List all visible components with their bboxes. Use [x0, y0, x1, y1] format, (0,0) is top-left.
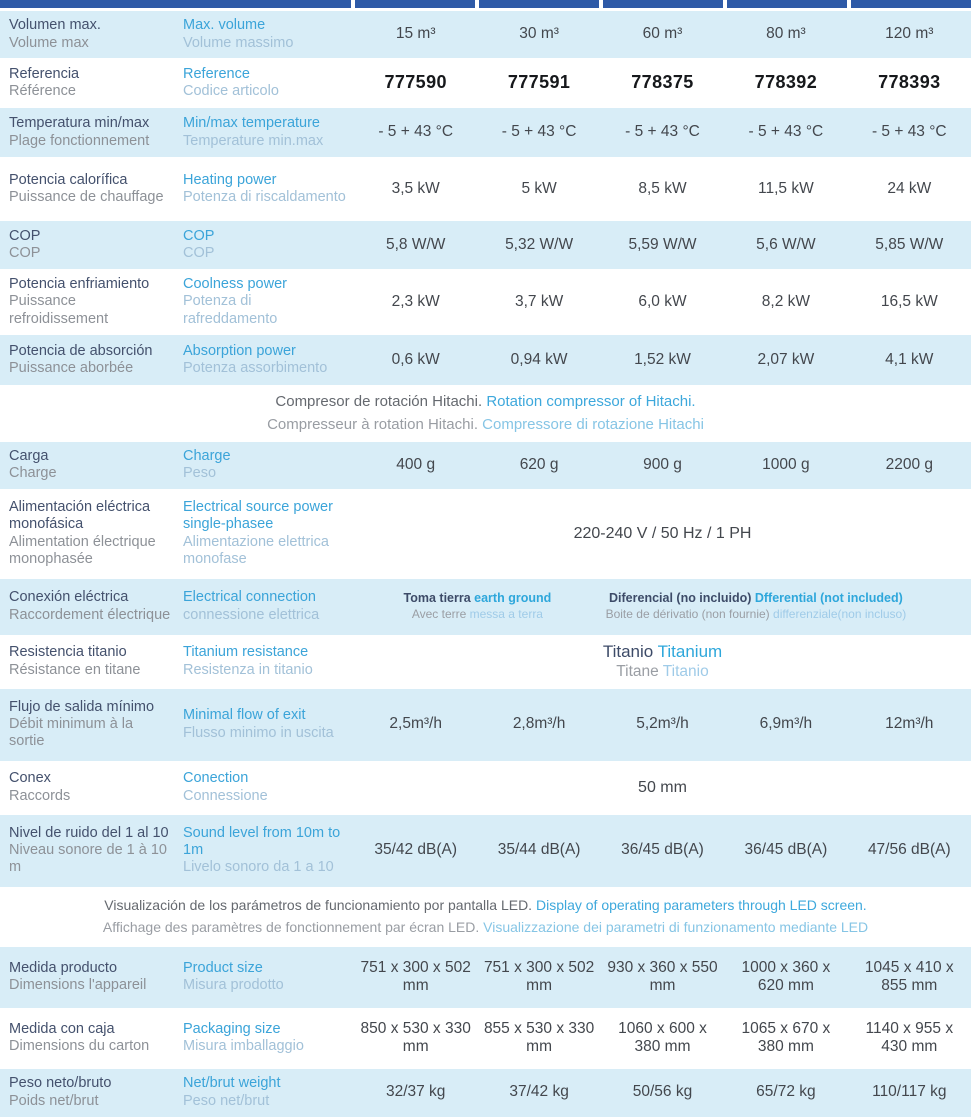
value-cell: - 5 + 43 °C [378, 123, 454, 141]
value-cell: 65/72 kg [756, 1083, 816, 1101]
label-es-secondary: COP [9, 245, 41, 261]
value-cell: 5,6 W/W [756, 235, 816, 253]
value-cell: 120 m³ [885, 25, 934, 43]
row-label-en [180, 499, 354, 567]
label-en-secondary: Livelo sonoro da 1 a 10 [183, 859, 334, 876]
value-cell: 1000 x 360 x 620 mm [741, 958, 831, 994]
row-label-es [0, 115, 180, 149]
label-es-secondary: Puissance aborbée [9, 360, 134, 376]
text-segment: Compresor de rotación Hitachi. [275, 393, 487, 410]
text-segment: Rotation compressor of Hitachi. [486, 393, 696, 410]
row-label-en [180, 1075, 354, 1109]
label-en-secondary: Resistenza in titanio [183, 661, 313, 678]
value-cell: 35/42 dB(A) [374, 841, 458, 859]
label-es-primary: Alimentación eléctrica monofásica [9, 499, 151, 533]
value-cell: - 5 + 43 °C [501, 123, 577, 141]
label-es-secondary: Raccords [9, 787, 71, 804]
value-cell: 11,5 kW [758, 179, 814, 197]
label-en-secondary: connessione elettrica [183, 606, 320, 623]
column-header-bars [0, 0, 971, 8]
label-es-primary: Volumen max. [9, 17, 101, 34]
value-cell: 1045 x 410 x 855 mm [864, 958, 954, 994]
row-label-en [180, 960, 354, 994]
value-cell: 0,6 kW [391, 350, 440, 368]
row-label-en [180, 115, 354, 149]
value-cell: 1060 x 600 x 380 mm [618, 1019, 707, 1055]
row-label-en [180, 448, 354, 482]
header-bar-model-4 [727, 0, 847, 8]
label-en-secondary: Peso net/brut [183, 1092, 270, 1109]
label-es-secondary: Poids net/brut [9, 1092, 99, 1109]
row-label-en [180, 343, 354, 377]
label-en-secondary: Potenza di rafreddamento [183, 293, 278, 327]
table-row [0, 1008, 971, 1069]
row-label-en [180, 1021, 354, 1055]
table-row [0, 108, 971, 157]
value-cell: 8,5 kW [638, 179, 687, 197]
text-segment: Affichage des paramètres de fonctionnement par écran LED. [102, 918, 484, 935]
label-en-primary: Electrical source power single-phasee [183, 499, 333, 533]
header-bar-model-1 [355, 0, 475, 8]
header-bar-model-2 [479, 0, 599, 8]
table-row [0, 385, 971, 442]
label-en-secondary: Alimentazione elettrica monofase [183, 533, 329, 567]
value-cell: 0,94 kW [510, 350, 568, 368]
table-row [0, 442, 971, 489]
value-cell: 2200 g [885, 455, 933, 473]
value-cell: - 5 + 43 °C [625, 123, 700, 141]
row-label-en [180, 644, 354, 678]
value-cell: 15 m³ [395, 25, 436, 43]
span-value-cell [354, 778, 971, 798]
header-bar-model-5 [851, 0, 971, 8]
label-es-secondary: Puissance refroidissement [9, 293, 109, 327]
text-line [0, 413, 971, 436]
value-cell: 778375 [631, 72, 694, 93]
label-es-primary: Peso neto/bruto [9, 1075, 112, 1092]
row-label-en [180, 172, 354, 206]
row-label-es [0, 644, 180, 678]
table-row [0, 635, 971, 689]
label-en-primary: Charge [183, 447, 231, 464]
value-cell: 50/56 kg [632, 1083, 693, 1101]
value-cell: 24 kW [887, 179, 932, 197]
row-label-en [180, 825, 354, 876]
value-cell: 1,52 kW [634, 350, 691, 368]
text-segment: Diferencial (no incluido) [609, 591, 755, 606]
value-cell: 4,1 kW [885, 350, 934, 368]
row-label-es [0, 1021, 180, 1055]
row-label-es [0, 228, 180, 262]
text-line [354, 778, 971, 798]
value-cell: 2,5m³/h [389, 715, 442, 733]
table-row [0, 58, 971, 108]
table-row [0, 761, 971, 815]
label-es-primary: COP [9, 227, 41, 244]
text-segment: Visualización de los parámetros de funcionamiento por pantalla LED. [104, 896, 536, 913]
label-es-primary: Temperatura min/max [9, 115, 150, 132]
value-cell: 30 m³ [519, 25, 559, 43]
label-en-primary: Heating power [183, 171, 277, 188]
row-label-es [0, 699, 180, 750]
value-cell: 620 g [519, 455, 559, 473]
table-row [0, 11, 971, 58]
label-es-primary: Conexión eléctrica [9, 589, 129, 606]
value-cell: 777590 [384, 72, 447, 93]
table-row [0, 947, 971, 1008]
row-label-es [0, 1075, 180, 1109]
text-line [0, 390, 971, 413]
text-segment: 220-240 V / 50 Hz / 1 PH [573, 524, 752, 542]
value-cell: 930 x 360 x 550 mm [607, 958, 718, 994]
label-es-primary: Medida con caja [9, 1020, 115, 1037]
row-label-es [0, 172, 180, 206]
header-bar-labels [0, 0, 351, 8]
row-label-en [180, 707, 354, 741]
value-cell: 751 x 300 x 502 mm [360, 958, 471, 994]
text-segment: Visualizzazione dei parametri di funzionamento mediante LED [483, 918, 869, 935]
row-label-es [0, 343, 180, 377]
text-line [601, 591, 911, 607]
text-segment: Compressore di rotazione Hitachi [482, 416, 704, 434]
value-cell: 751 x 300 x 502 mm [483, 958, 595, 994]
value-cell: 16,5 kW [880, 292, 938, 310]
text-segment: Titanio [602, 642, 658, 662]
value-cell: 37/42 kg [509, 1083, 569, 1101]
label-en-primary: Max. volume [183, 17, 266, 34]
label-en-secondary: Connessione [183, 787, 268, 804]
label-es-secondary: Volume max [9, 34, 89, 51]
value-cell: 36/45 dB(A) [744, 841, 828, 859]
label-en-primary: Net/brut weight [183, 1075, 281, 1092]
label-es-primary: Medida producto [9, 959, 118, 976]
label-es-secondary: Raccordement électrique [9, 606, 171, 623]
text-segment: earth ground [474, 591, 552, 606]
text-line [354, 607, 601, 622]
row-label-es [0, 589, 180, 623]
row-label-es [0, 448, 180, 482]
table-row [0, 815, 971, 887]
value-cell: 5 kW [521, 179, 557, 197]
value-cell: 3,7 kW [514, 292, 564, 310]
row-label-es [0, 770, 180, 804]
label-es-primary: Potencia enfriamiento [9, 276, 150, 293]
label-en-secondary: Codice articolo [183, 83, 279, 99]
label-es-secondary: Dimensions du carton [9, 1038, 150, 1054]
text-segment: Titanio [662, 663, 709, 681]
label-en-secondary: Volume massimo [183, 34, 294, 51]
table-row [0, 579, 971, 635]
value-cell: 900 g [643, 455, 682, 473]
value-cell: 80 m³ [766, 25, 806, 43]
label-en-primary: Electrical connection [183, 589, 316, 606]
value-cell: 1065 x 670 x 380 mm [741, 1019, 831, 1055]
value-cell: 6,9m³/h [759, 715, 813, 733]
label-es-primary: Flujo de salida mínimo [9, 698, 155, 715]
value-cell: - 5 + 43 °C [871, 123, 947, 141]
text-line [354, 641, 971, 662]
value-cell: 1000 g [762, 455, 810, 473]
row-label-en [180, 276, 354, 327]
value-cell: 5,2m³/h [636, 715, 689, 733]
label-es-secondary: Puissance de chauffage [9, 189, 164, 205]
table-row [0, 269, 971, 335]
value-cell: 36/45 dB(A) [621, 841, 704, 859]
label-es-primary: Nivel de ruido del 1 al 10 [9, 824, 169, 841]
row-label-en [180, 770, 354, 804]
value-cell: 855 x 530 x 330 mm [483, 1019, 595, 1055]
label-es-secondary: Référence [9, 83, 76, 99]
value-cell: 1140 x 955 x 430 mm [865, 1019, 954, 1055]
value-cell: 35/44 dB(A) [497, 841, 581, 859]
text-segment: Avec terre [411, 606, 470, 621]
table-row [0, 1069, 971, 1117]
value-cell: - 5 + 43 °C [748, 123, 824, 141]
text-segment: differenziale(non incluso) [773, 606, 907, 621]
label-en-secondary: Temperature min.max [183, 132, 324, 149]
row-label-es [0, 960, 180, 994]
text-line [0, 917, 971, 939]
text-segment: Display of operating parameters through LED screen. [535, 896, 867, 913]
label-en-secondary: COP [183, 245, 215, 261]
note-cell [0, 895, 971, 938]
row-label-en [180, 17, 354, 51]
label-en-secondary: Misura prodotto [183, 977, 284, 993]
label-es-primary: Conex [9, 770, 51, 787]
label-es-primary: Potencia calorífica [9, 171, 128, 188]
value-cell: 400 g [396, 455, 436, 473]
table-row [0, 887, 971, 947]
label-en-primary: Minimal flow of exit [183, 707, 306, 724]
span-value-cell [354, 641, 971, 682]
row-label-es [0, 17, 180, 51]
text-segment: Titane [616, 663, 663, 681]
row-label-en [180, 228, 354, 262]
value-cell: 32/37 kg [385, 1083, 446, 1101]
row-label-es [0, 499, 180, 567]
table-row [0, 489, 971, 579]
value-cell: 5,8 W/W [385, 235, 446, 253]
label-en-primary: COP [183, 227, 215, 244]
label-en-secondary: Flusso minimo in uscita [183, 724, 334, 741]
label-en-secondary: Peso [183, 465, 217, 481]
value-cell: 5,85 W/W [875, 235, 944, 253]
text-line [354, 591, 601, 607]
row-label-en [180, 66, 354, 100]
header-bar-model-3 [603, 0, 723, 8]
text-line [0, 895, 971, 917]
table-row [0, 157, 971, 221]
value-cell: 2,3 kW [391, 292, 440, 310]
group-value-cell [354, 591, 601, 622]
text-segment: Boite de dérivatio (non fournie) [605, 606, 774, 621]
text-segment: 50 mm [638, 778, 687, 796]
label-en-secondary: Potenza assorbimento [183, 360, 328, 376]
label-es-secondary: Résistance en titane [9, 661, 141, 678]
label-en-secondary: Potenza di riscaldamento [183, 189, 346, 205]
row-label-es [0, 276, 180, 327]
value-cell: 777591 [507, 72, 571, 93]
label-en-primary: Reference [183, 65, 250, 82]
value-cell: 3,5 kW [391, 179, 440, 197]
value-cell: 2,8m³/h [512, 715, 566, 733]
table-row [0, 335, 971, 385]
label-es-primary: Potencia de absorción [9, 342, 153, 359]
group-value-cell [601, 591, 971, 622]
text-segment: Compresseur à rotation Hitachi. [267, 416, 483, 434]
label-en-primary: Packaging size [183, 1020, 281, 1037]
value-cell: 2,07 kW [757, 350, 815, 368]
value-cell: 12m³/h [885, 715, 934, 733]
spec-rows [0, 11, 971, 1117]
label-en-primary: Sound level from 10m to 1m [183, 824, 341, 858]
value-cell: 60 m³ [642, 25, 683, 43]
table-row [0, 689, 971, 761]
label-en-primary: Product size [183, 959, 263, 976]
text-line [354, 662, 971, 681]
label-es-secondary: Débit minimum à la sortie [9, 715, 134, 750]
label-es-secondary: Charge [9, 465, 57, 481]
label-es-secondary: Plage fonctionnement [9, 132, 150, 149]
value-cell: 5,32 W/W [505, 235, 574, 253]
row-label-es [0, 825, 180, 876]
label-es-primary: Resistencia titanio [9, 644, 127, 661]
label-en-primary: Titanium resistance [183, 644, 309, 661]
label-en-secondary: Misura imballaggio [183, 1038, 304, 1054]
value-cell: 5,59 W/W [628, 235, 697, 253]
note-cell [0, 390, 971, 437]
row-label-en [180, 589, 354, 623]
text-segment: Dfferential (not included) [754, 591, 903, 606]
label-es-primary: Carga [9, 447, 49, 464]
value-cell: 778392 [754, 72, 818, 93]
label-es-secondary: Dimensions l'appareil [9, 977, 147, 993]
value-cell: 110/117 kg [872, 1083, 947, 1101]
label-en-primary: Conection [183, 770, 249, 787]
value-cell: 47/56 dB(A) [867, 841, 951, 859]
label-es-secondary: Alimentation électrique monophasée [9, 533, 156, 567]
span-value-cell [354, 524, 971, 544]
text-line [354, 524, 971, 544]
row-label-es [0, 66, 180, 100]
label-es-primary: Referencia [9, 65, 80, 82]
value-cell: 778393 [878, 72, 941, 93]
text-segment: Toma tierra [403, 591, 475, 606]
label-es-secondary: Niveau sonore de 1 à 10 m [9, 841, 167, 876]
text-line [601, 607, 911, 622]
value-cell: 850 x 530 x 330 mm [360, 1019, 471, 1055]
text-segment: Titanium [657, 642, 723, 662]
label-en-primary: Absorption power [183, 342, 296, 359]
table-row [0, 221, 971, 269]
value-cell: 8,2 kW [761, 292, 810, 310]
value-cell: 6,0 kW [638, 292, 687, 310]
label-en-primary: Coolness power [183, 276, 287, 293]
label-en-primary: Min/max temperature [183, 115, 320, 132]
text-segment: messa a terra [469, 606, 543, 621]
